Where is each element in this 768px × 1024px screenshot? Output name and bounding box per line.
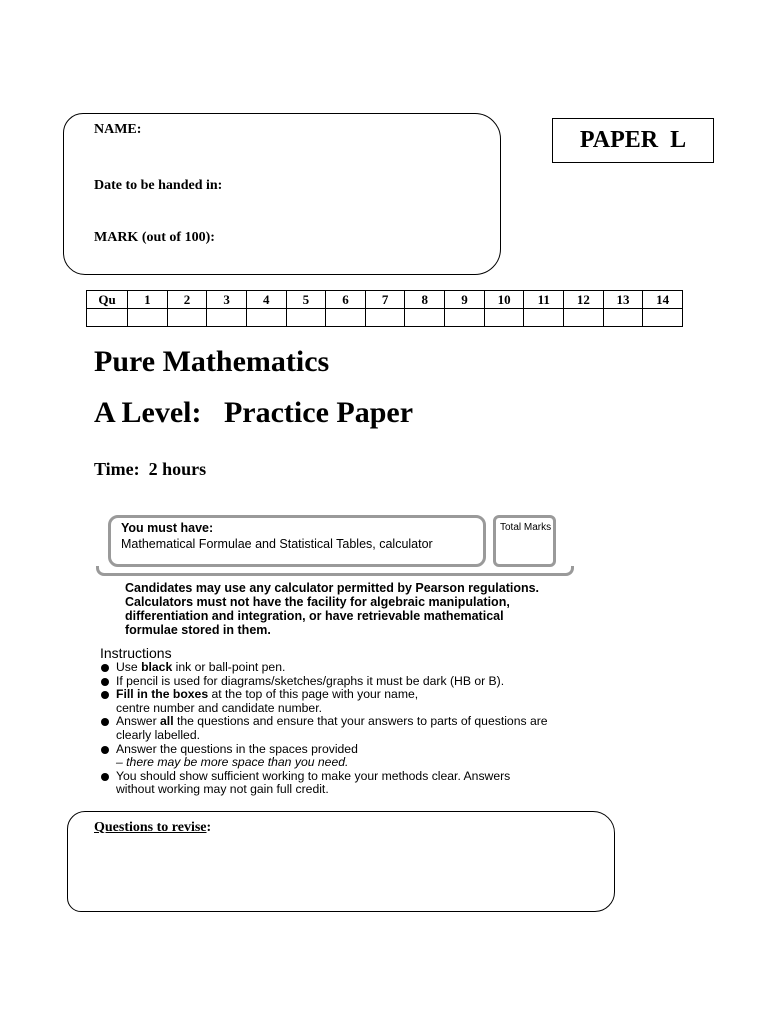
question-number-cell: 1 xyxy=(128,291,168,309)
qu-header-cell: Qu xyxy=(87,291,128,309)
bullet-icon xyxy=(101,718,109,726)
mark-cell xyxy=(643,309,683,327)
question-number-cell: 10 xyxy=(484,291,524,309)
question-number-cell: 5 xyxy=(286,291,326,309)
question-number-cell: 8 xyxy=(405,291,445,309)
mark-cell xyxy=(87,309,128,327)
mark-label: MARK (out of 100): xyxy=(94,230,215,245)
question-mark-row xyxy=(87,309,683,327)
total-marks-box xyxy=(493,515,556,567)
instruction-item: Answer all the questions and ensure that your answers to parts of questions are clearly labelled. xyxy=(101,715,561,742)
instruction-item: You should show sufficient working to make your methods clear. Answers without working may not gain full credit. xyxy=(101,770,561,797)
instruction-item: If pencil is used for diagrams/sketches/graphs it must be dark (HB or B). xyxy=(101,675,561,689)
bullet-icon xyxy=(101,664,109,672)
question-number-cell: 9 xyxy=(445,291,485,309)
instructions-heading: Instructions xyxy=(100,645,172,661)
section-divider xyxy=(96,566,574,576)
mark-cell xyxy=(246,309,286,327)
mark-cell xyxy=(484,309,524,327)
mark-cell xyxy=(445,309,485,327)
instruction-item: Fill in the boxes at the top of this page with your name, centre number and candidate number. xyxy=(101,688,561,715)
question-number-cell: 13 xyxy=(603,291,643,309)
must-have-box xyxy=(108,515,486,567)
student-details-box xyxy=(63,113,501,275)
calculator-rule-line: Candidates may use any calculator permitted by Pearson regulations. xyxy=(125,581,540,595)
question-number-cell: 12 xyxy=(564,291,604,309)
question-number-row xyxy=(87,291,683,309)
calculator-rule-line: formulae stored in them. xyxy=(125,623,271,637)
question-number-cell: 6 xyxy=(326,291,366,309)
time-allowed: Time: 2 hours xyxy=(94,459,207,479)
instruction-item: Use black ink or ball-point pen. xyxy=(101,661,561,675)
mark-cell xyxy=(603,309,643,327)
subject-title: Pure Mathematics xyxy=(94,345,330,378)
question-number-cell: 7 xyxy=(365,291,405,309)
bullet-icon xyxy=(101,678,109,686)
calculator-rule-line: Calculators must not have the facility for algebraic manipulation, xyxy=(125,595,510,609)
question-number-cell: 14 xyxy=(643,291,683,309)
date-handed-in-label: Date to be handed in: xyxy=(94,178,223,193)
paper-title: A Level: Practice Paper xyxy=(94,396,414,429)
question-number-cell: 11 xyxy=(524,291,564,309)
mark-cell xyxy=(286,309,326,327)
must-have-title: You must have: xyxy=(121,521,214,535)
bullet-icon xyxy=(101,773,109,781)
calculator-rule-line: differentiation and integration, or have retrievable mathematical xyxy=(125,609,504,623)
questions-to-revise-label: Questions to revise: xyxy=(94,820,212,835)
must-have-text: Mathematical Formulae and Statistical Tables, calculator xyxy=(121,537,433,551)
paper-label: PAPER L xyxy=(552,118,714,163)
mark-cell xyxy=(167,309,207,327)
total-marks-label: Total Marks xyxy=(500,522,552,533)
questions-to-revise-box xyxy=(67,811,615,912)
mark-cell xyxy=(207,309,247,327)
instructions-list xyxy=(101,661,561,797)
mark-cell xyxy=(564,309,604,327)
bullet-icon xyxy=(101,691,109,699)
mark-cell xyxy=(524,309,564,327)
instruction-item: Answer the questions in the spaces provided – there may be more space than you need. xyxy=(101,743,561,770)
question-number-cell: 2 xyxy=(167,291,207,309)
question-marks-table xyxy=(86,290,683,327)
mark-cell xyxy=(128,309,168,327)
mark-cell xyxy=(405,309,445,327)
question-number-cell: 3 xyxy=(207,291,247,309)
question-number-cell: 4 xyxy=(246,291,286,309)
mark-cell xyxy=(326,309,366,327)
name-label: NAME: xyxy=(94,122,142,137)
mark-cell xyxy=(365,309,405,327)
bullet-icon xyxy=(101,746,109,754)
